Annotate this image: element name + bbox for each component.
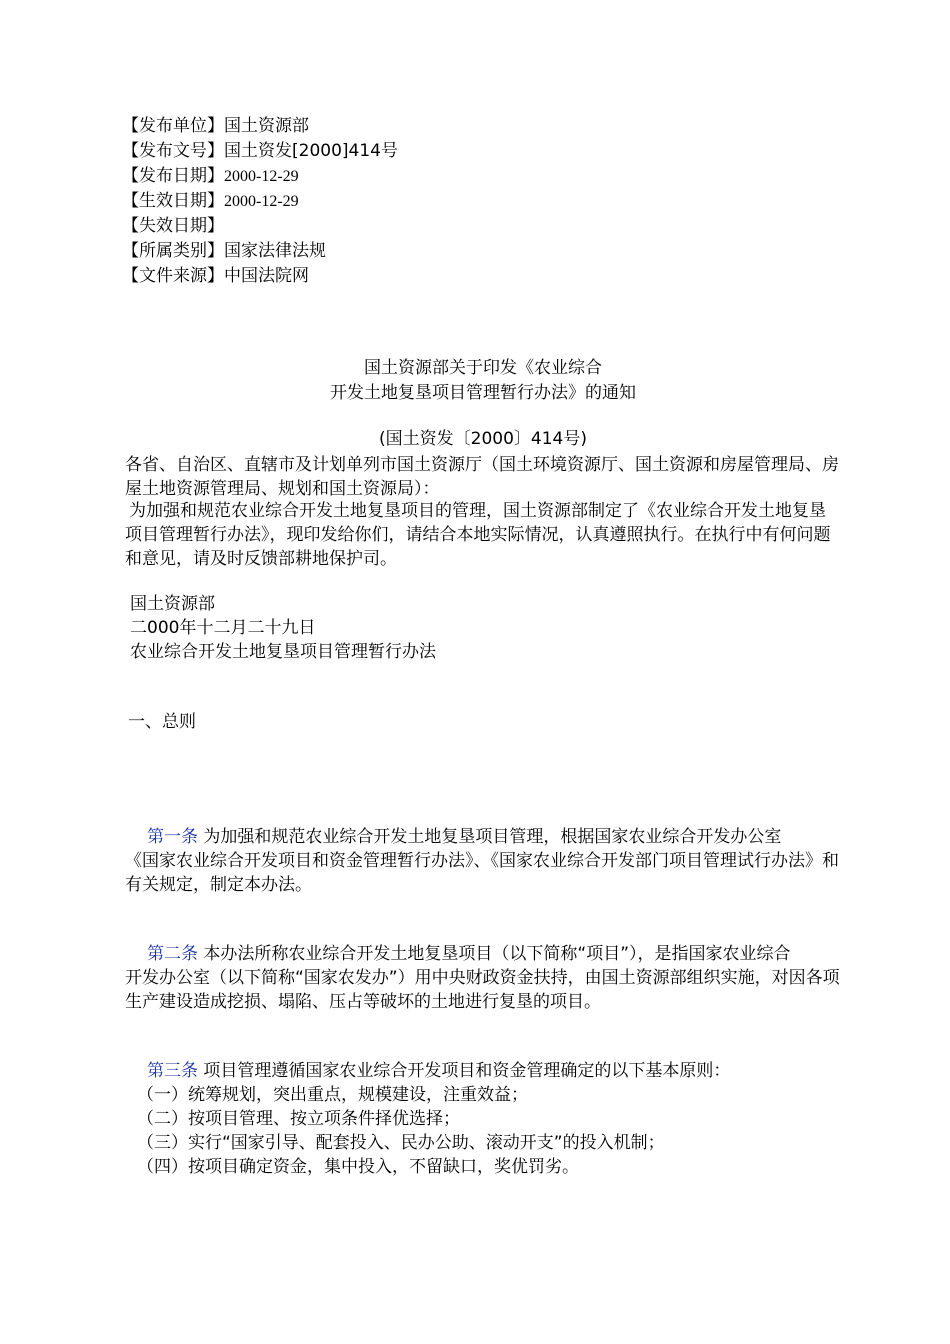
meta-label: 【发布日期】	[122, 166, 224, 186]
meta-row-effective-date	[122, 189, 398, 214]
article-text: 本办法所称农业综合开发土地复垦项目（以下简称“项目”），是指国家农业综合	[203, 944, 791, 964]
principle-item: （一）统筹规划，突出重点，规模建设，注重效益；	[137, 1085, 528, 1105]
meta-value: 国土资发[2000]414号	[224, 141, 398, 161]
meta-row-doc-number	[122, 139, 398, 164]
document-title-line-1: 国土资源部关于印发《农业综合	[364, 358, 602, 378]
article-text: 项目管理遵循国家农业综合开发项目和资金管理确定的以下基本原则：	[203, 1061, 731, 1081]
signature-date: 二000年十二月二十九日	[130, 618, 316, 638]
article-label: 第三条	[147, 1061, 198, 1081]
metadata-block	[122, 114, 398, 289]
document-number: (国土资发〔2000〕414号)	[379, 429, 587, 449]
meta-value: 国土资源部	[224, 116, 309, 136]
article-text: 为加强和规范农业综合开发土地复垦项目管理，根据国家农业综合开发办公室	[203, 827, 782, 847]
meta-label: 【发布文号】	[122, 141, 224, 161]
document-title-line-2: 开发土地复垦项目管理暂行办法》的通知	[330, 383, 636, 403]
meta-value: 中国法院网	[224, 266, 309, 286]
article-label: 第一条	[147, 827, 198, 847]
meta-row-source	[122, 264, 398, 289]
article-first-line	[125, 942, 840, 966]
principle-item: （三）实行“国家引导、配套投入、民办公助、滚动开支”的投入机制；	[137, 1133, 665, 1153]
signature-org: 国土资源部	[130, 594, 215, 614]
meta-label: 【所属类别】	[122, 241, 224, 261]
principle-item: （二）按项目管理、按立项条件择优选择；	[137, 1109, 460, 1129]
section-heading: 一、总则	[128, 712, 196, 732]
article-3	[125, 1059, 840, 1179]
meta-value: 2000-12-29	[224, 193, 299, 210]
article-2	[125, 942, 840, 1014]
article-label: 第二条	[147, 944, 198, 964]
meta-label: 【发布单位】	[122, 116, 224, 136]
meta-value: 2000-12-29	[224, 168, 299, 185]
meta-label: 【失效日期】	[122, 216, 224, 236]
meta-row-expiry-date	[122, 214, 398, 239]
meta-row-category	[122, 239, 398, 264]
article-first-line	[125, 1059, 840, 1083]
intro-paragraph: 为加强和规范农业综合开发土地复垦项目的管理，国土资源部制定了《农业综合开发土地复垦项目管理暂行办法》，现印发给你们，请结合本地实际情况，认真遵照执行。在执行中有何问题和意见，请及时反馈部耕地保护司。	[125, 501, 831, 569]
article-first-line	[125, 825, 840, 849]
meta-row-issuer	[122, 114, 398, 139]
meta-row-issue-date	[122, 164, 398, 189]
meta-label: 【文件来源】	[122, 266, 224, 286]
attachment-title: 农业综合开发土地复垦项目管理暂行办法	[130, 642, 436, 662]
addressees: 各省、自治区、直辖市及计划单列市国土资源厅（国土环境资源厅、国土资源和房屋管理局、房屋土地资源管理局、规划和国土资源局）：	[125, 455, 839, 499]
meta-value: 国家法律法规	[224, 241, 326, 261]
article-1	[125, 825, 840, 897]
article-continuation: 《国家农业综合开发项目和资金管理暂行办法》、《国家农业综合开发部门项目管理试行办法》和有关规定，制定本办法。	[125, 851, 839, 895]
article-continuation: 开发办公室（以下简称“国家农发办”）用中央财政资金扶持，由国土资源部组织实施，对因各项生产建设造成挖损、塌陷、压占等破坏的土地进行复垦的项目。	[125, 968, 840, 1012]
meta-label: 【生效日期】	[122, 191, 224, 211]
principle-item: （四）按项目确定资金，集中投入，不留缺口，奖优罚劣。	[137, 1157, 579, 1177]
